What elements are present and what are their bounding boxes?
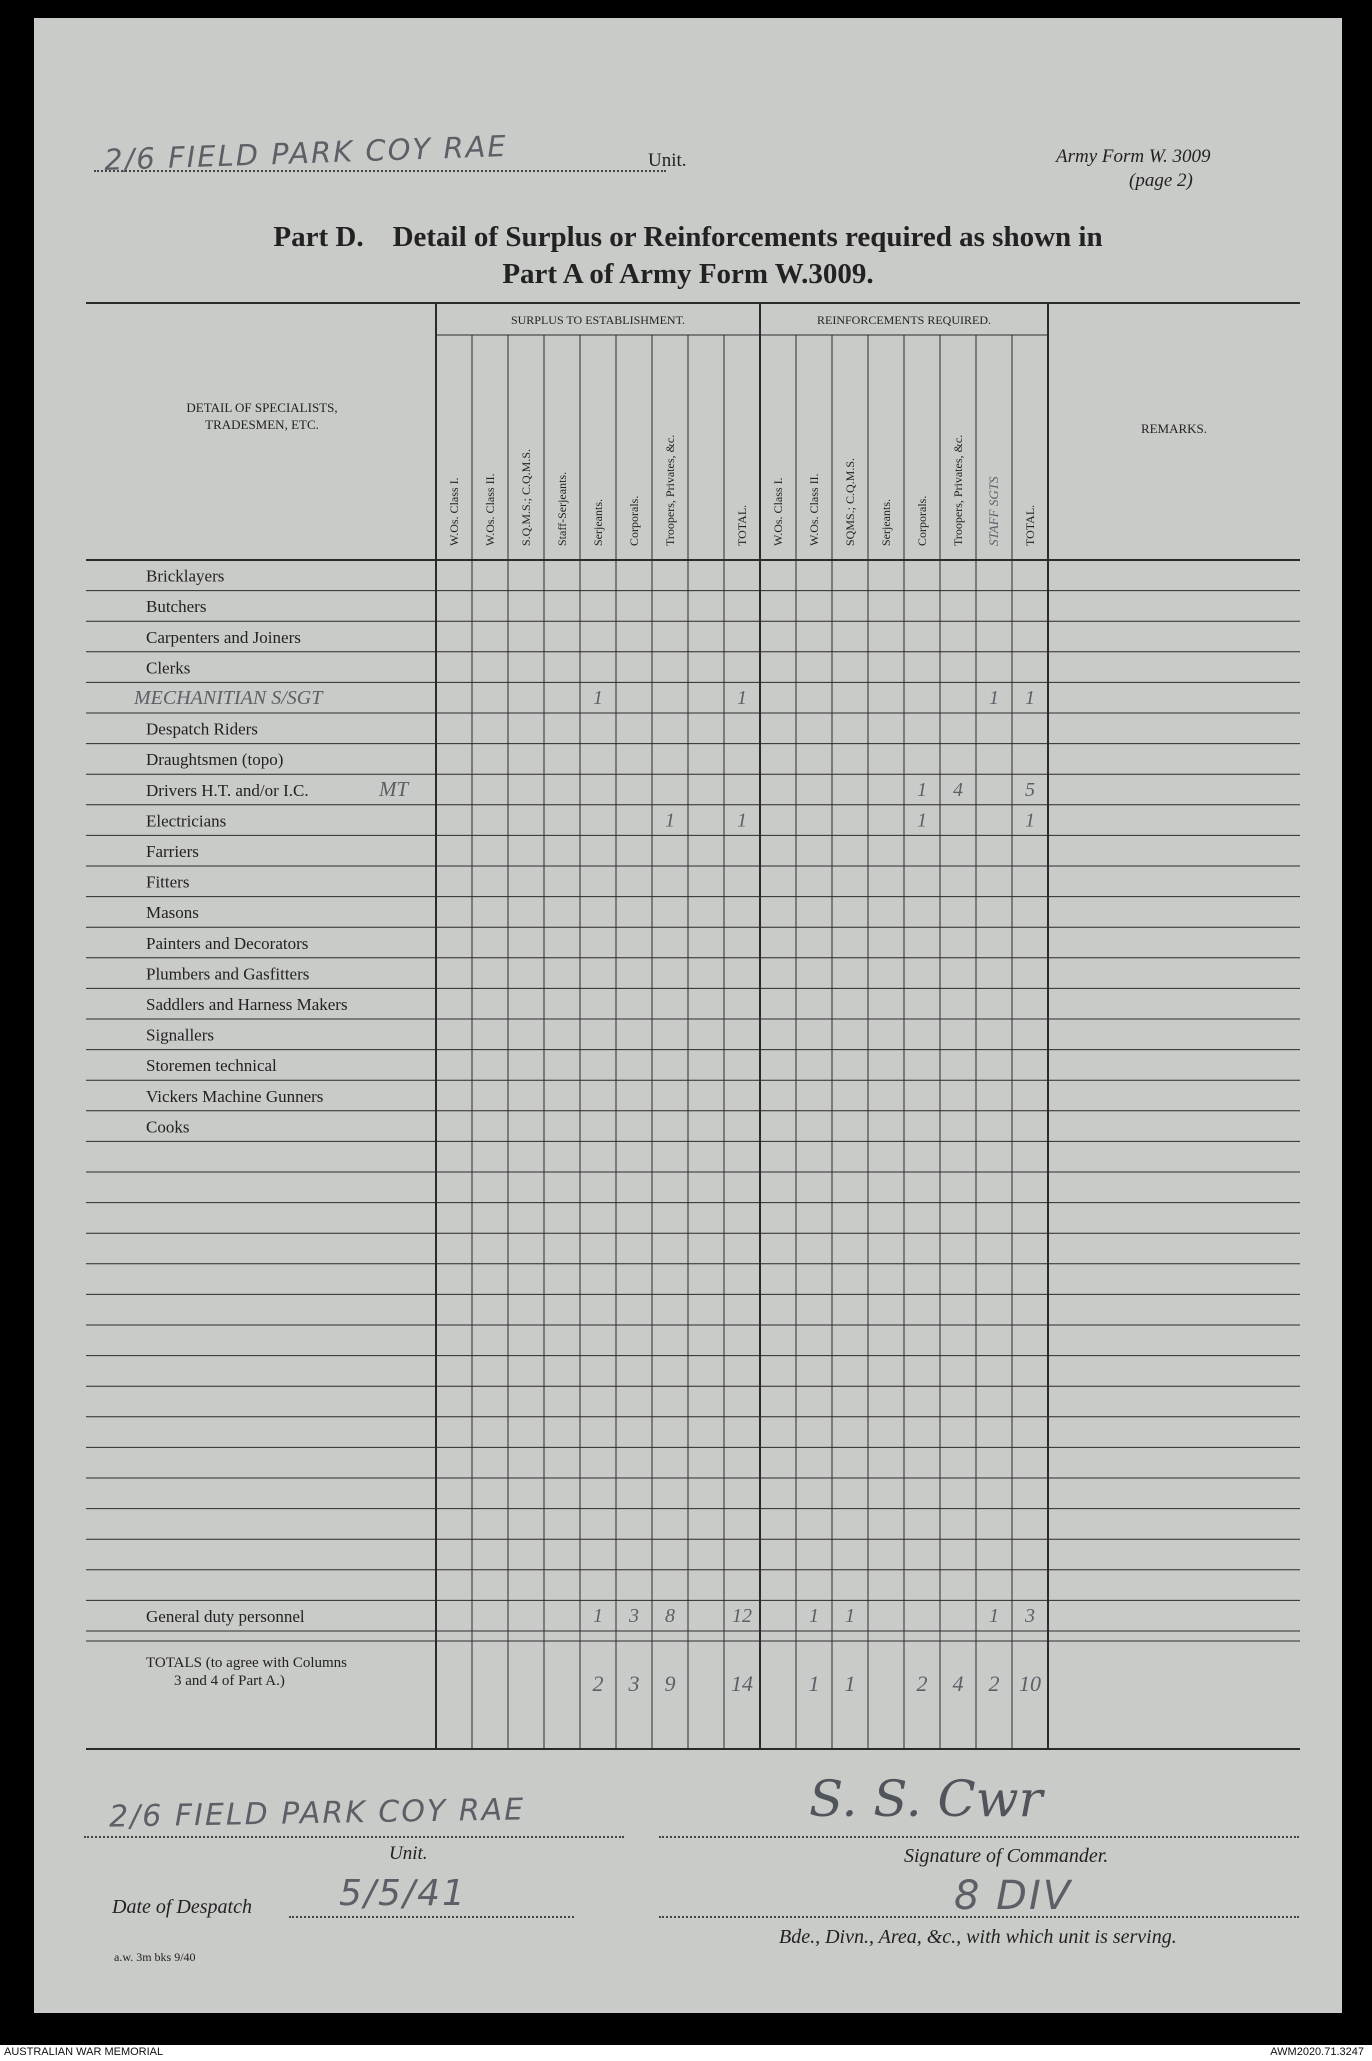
- form-page-number: (page 2): [1129, 170, 1193, 191]
- row-label: Drivers H.T. and/or I.C.: [146, 780, 309, 800]
- reinforcement-value: 1: [917, 809, 927, 832]
- totals-label-line1: TOTALS (to agree with Columns: [146, 1655, 347, 1671]
- detail-header-line1: DETAIL OF SPECIALISTS,: [186, 400, 338, 415]
- reinforcement-total: 10: [1019, 1671, 1041, 1696]
- surplus-column-header: W.Os. Class II.: [483, 473, 497, 546]
- row-label: Painters and Decorators: [146, 933, 309, 953]
- row-label: Draughtsmen (topo): [146, 750, 284, 770]
- reinforcement-total: 4: [952, 1671, 964, 1696]
- surplus-value: 1: [737, 687, 747, 709]
- row-label: Cooks: [146, 1117, 190, 1137]
- reinforcement-total: 1: [844, 1671, 856, 1696]
- surplus-total: 9: [664, 1671, 676, 1696]
- totals-label-line2: 3 and 4 of Part A.): [174, 1673, 285, 1689]
- reinforcement-value: 1: [1025, 687, 1035, 709]
- reinforcement-column-header: W.Os. Class II.: [807, 473, 821, 546]
- footer-unit-handwritten: 2/6 FIELD PARK COY RAE: [108, 1792, 526, 1835]
- row-label: Plumbers and Gasfitters: [146, 964, 310, 984]
- row-handwritten-note: MT: [379, 776, 409, 801]
- surplus-column-header: Troopers, Privates, &c.: [663, 434, 677, 546]
- reinforcement-column-header: Corporals.: [915, 495, 929, 546]
- row-label: Vickers Machine Gunners: [146, 1086, 324, 1106]
- surplus-column-header: S.Q.M.S.; C.Q.M.S.: [519, 448, 533, 546]
- row-label: Electricians: [146, 811, 227, 831]
- row-label: Carpenters and Joiners: [146, 627, 301, 647]
- footer-unit-dotted-line: [84, 1836, 624, 1838]
- surplus-column-header: TOTAL.: [735, 504, 749, 546]
- detail-table: [34, 18, 1342, 2013]
- division-handwritten: 8 DIV: [954, 1873, 1073, 1919]
- form-title-line1: Part D. Detail of Surplus or Reinforcements required as shown in: [273, 221, 1103, 253]
- form-name: Army Form W. 3009: [1056, 146, 1211, 167]
- row-label: Bricklayers: [146, 566, 225, 586]
- row-label: Despatch Riders: [146, 719, 258, 739]
- row-label: Storemen technical: [146, 1056, 277, 1076]
- reinforcement-column-header: Troopers, Privates, &c.: [951, 434, 965, 546]
- reinforcements-header: REINFORCEMENTS REQUIRED.: [816, 313, 992, 327]
- reinforcement-value: 3: [1025, 1605, 1035, 1627]
- row-label: Farriers: [146, 842, 199, 861]
- form-title-line2: Part A of Army Form W.3009.: [502, 258, 874, 290]
- row-label: Signallers: [146, 1025, 214, 1045]
- date-handwritten: 5/5/41: [339, 1873, 467, 1914]
- surplus-column-header: Corporals.: [627, 495, 641, 546]
- reinforcement-value: 4: [953, 778, 963, 801]
- surplus-value: 3: [629, 1605, 639, 1627]
- reinforcement-value: 1: [989, 1605, 999, 1627]
- surplus-column-header: Serjeants.: [591, 499, 605, 546]
- footer-unit-label: Unit.: [389, 1843, 428, 1864]
- row-label: Fitters: [146, 872, 190, 892]
- table-grid: [86, 303, 1300, 1749]
- reinforcement-value: 1: [809, 1605, 819, 1627]
- reinforcement-column-header: SQMS.; C.Q.M.S.: [843, 457, 857, 546]
- row-label: Clerks: [146, 658, 191, 678]
- signature-label: Signature of Commander.: [904, 1845, 1109, 1867]
- reinforcement-column-header: TOTAL.: [1023, 504, 1037, 546]
- row-label: General duty personnel: [146, 1607, 305, 1626]
- surplus-value: 8: [665, 1605, 675, 1627]
- surplus-value: 1: [593, 1605, 603, 1627]
- reinforcement-value: 1: [989, 687, 999, 709]
- surplus-column-header: W.Os. Class I.: [447, 477, 461, 546]
- surplus-value: 12: [732, 1605, 752, 1627]
- row-label: Masons: [146, 903, 199, 923]
- detail-header-line2: TRADESMEN, ETC.: [205, 417, 319, 432]
- unit-label: Unit.: [648, 150, 687, 171]
- division-dotted-line: [659, 1916, 1299, 1918]
- reinforcement-column-header: STAFF SGTS: [986, 476, 1001, 546]
- reinforcement-total: 1: [808, 1671, 820, 1696]
- surplus-total: 2: [592, 1671, 604, 1696]
- date-label: Date of Despatch: [112, 1896, 252, 1918]
- surplus-total: 3: [628, 1671, 640, 1696]
- reinforcement-value: 5: [1025, 778, 1035, 801]
- surplus-header: SURPLUS TO ESTABLISHMENT.: [510, 313, 686, 327]
- archive-right: AWM2020.71.3247: [1270, 2046, 1364, 2058]
- print-code: a.w. 3m bks 9/40: [114, 1950, 196, 1964]
- archive-footer: [0, 2045, 1372, 2061]
- surplus-column-header: Staff-Serjeants.: [555, 471, 569, 546]
- row-label: Butchers: [146, 597, 207, 617]
- reinforcement-column-header: Serjeants.: [879, 499, 893, 546]
- reinforcement-value: 1: [1025, 809, 1035, 832]
- surplus-value: 1: [593, 687, 603, 709]
- surplus-total: 14: [731, 1671, 753, 1696]
- row-label-handwritten: MECHANITIAN S/SGT: [134, 687, 323, 709]
- commander-signature: S. S. Cwr: [809, 1770, 1043, 1828]
- surplus-value: 1: [737, 809, 747, 832]
- surplus-value: 1: [665, 809, 675, 832]
- signature-dotted-line: [659, 1836, 1299, 1838]
- unit-handwritten: 2/6 FIELD PARK COY RAE: [103, 128, 509, 178]
- reinforcement-total: 2: [916, 1671, 928, 1696]
- row-label: Saddlers and Harness Makers: [146, 995, 348, 1014]
- remarks-header: REMARKS.: [1140, 421, 1208, 436]
- reinforcement-total: 2: [988, 1671, 1000, 1696]
- archive-left: AUSTRALIAN WAR MEMORIAL: [4, 2046, 164, 2058]
- form-page: [34, 18, 1342, 2013]
- reinforcement-column-header: W.Os. Class I.: [771, 477, 785, 546]
- reinforcement-value: 1: [845, 1605, 855, 1627]
- table-labels: [133, 313, 1207, 1696]
- reinforcement-value: 1: [917, 778, 927, 801]
- date-dotted-line: [289, 1916, 574, 1918]
- division-label: Bde., Divn., Area, &c., with which unit is serving.: [779, 1926, 1177, 1948]
